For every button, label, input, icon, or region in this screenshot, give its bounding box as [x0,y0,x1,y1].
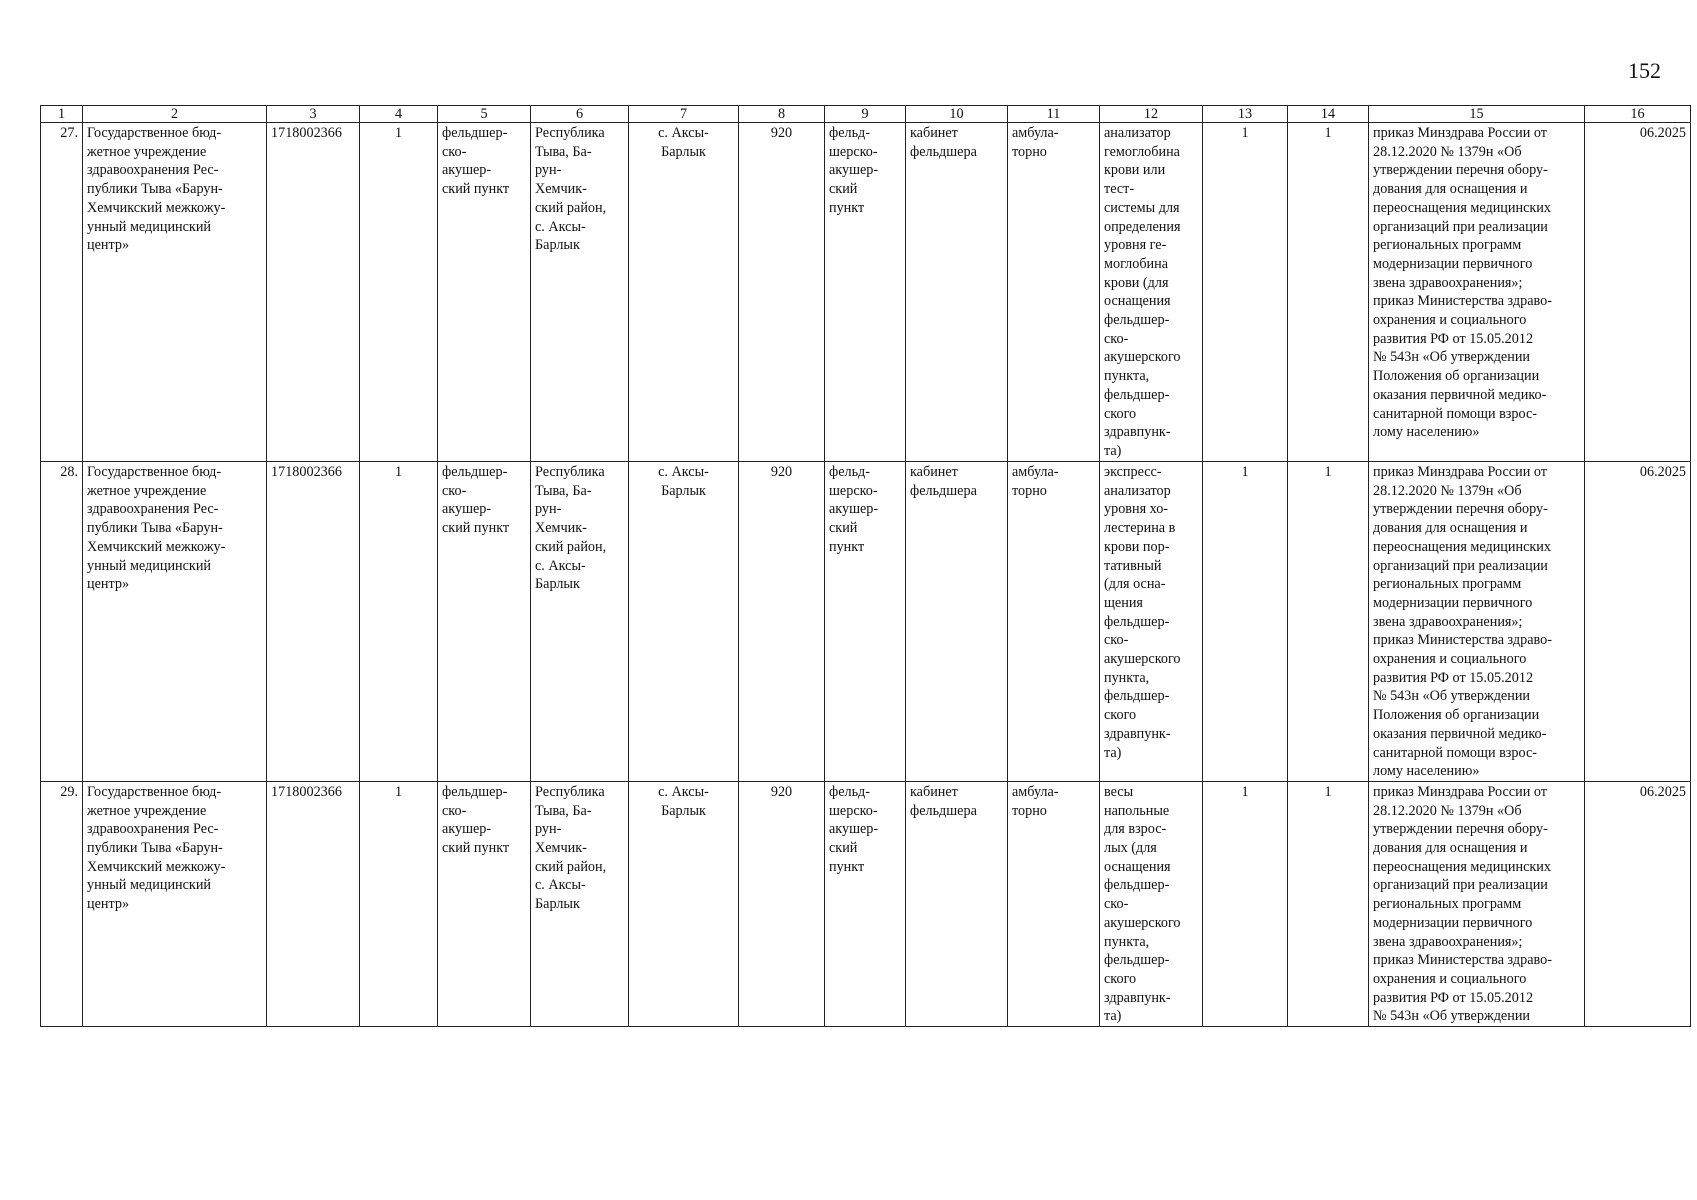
address-text: Республика Тыва, Ба- рун- Хемчик- ский район, с. Аксы- Барлык [535,783,607,913]
code-cell: 920 [739,462,825,782]
count-13-cell: 1 [1203,123,1288,462]
address-cell [531,781,629,1026]
page-number: 152 [1628,58,1661,83]
unit-type-text: фельдшер- ско- акушер- ский пункт [442,783,510,857]
count-13-cell: 1 [1203,781,1288,1026]
organization-text: Государственное бюд- жетное учреждение здравоохранения Рес- публики Тыва «Барун- Хемчикский межкожу- унный медицинский центр» [87,125,226,254]
mode-text: амбула- торно [1012,783,1059,819]
code-cell: 920 [739,123,825,462]
count-13-cell: 1 [1203,462,1288,782]
header-cell: 2 [83,106,267,123]
settlement-cell [629,462,739,782]
date-cell: 06.2025 [1585,123,1691,462]
room-cell [906,123,1008,462]
row-number: 28. [41,462,83,782]
equipment-text: весы напольные для взрос- лых (для оснащения фельдшер- ско- акушерского пункта, фельдшер- ского здравпунк- та) [1104,783,1181,1025]
room-text: кабинет фельдшера [910,783,977,819]
mode-cell [1008,462,1100,782]
date-cell: 06.2025 [1585,781,1691,1026]
equipment-cell [1100,123,1203,462]
header-cell: 8 [739,106,825,123]
address-text: Республика Тыва, Ба- рун- Хемчик- ский район, с. Аксы- Барлык [535,125,607,254]
basis-cell [1369,781,1585,1026]
header-cell: 16 [1585,106,1691,123]
header-cell: 11 [1008,106,1100,123]
structure-cell [825,123,906,462]
header-cell: 13 [1203,106,1288,123]
date-cell: 06.2025 [1585,462,1691,782]
header-cell: 14 [1288,106,1369,123]
room-text: кабинет фельдшера [910,464,977,499]
header-cell: 4 [360,106,438,123]
header-cell: 5 [438,106,531,123]
header-cell: 3 [267,106,360,123]
inn-cell: 1718002366 [267,781,360,1026]
address-cell [531,462,629,782]
count-14-cell: 1 [1288,781,1369,1026]
address-text: Республика Тыва, Ба- рун- Хемчик- ский район, с. Аксы- Барлык [535,464,607,593]
structure-text: фельд- шерско- акушер- ский пункт [829,125,879,216]
organization-text: Государственное бюд- жетное учреждение здравоохранения Рес- публики Тыва «Барун- Хемчикский межкожу- унный медицинский центр» [87,783,226,913]
unit-type-text: фельдшер- ско- акушер- ский пункт [442,125,510,198]
basis-text: приказ Минздрава России от 28.12.2020 № 1379н «Об утверждении перечня обору- дования для оснащения и переоснащения медицинских организаций при реализации региональных программ модернизации первичного звена здравоохранения»; приказ Министерства здраво- охранения и социального развития РФ от 15.05.2012 № 543н «Об утверждении Положения об организации оказания первичной медико- санитарной помощи взрос- лому населению» [1373,464,1552,780]
equipment-cell [1100,462,1203,782]
organization-cell [83,462,267,782]
inn-cell: 1718002366 [267,462,360,782]
mode-cell [1008,781,1100,1026]
header-cell: 10 [906,106,1008,123]
organization-cell [83,781,267,1026]
address-cell [531,123,629,462]
row-number: 29. [41,781,83,1026]
settlement-cell [629,781,739,1026]
table-row [41,781,1691,1026]
equipment-cell [1100,781,1203,1026]
count-14-cell: 1 [1288,462,1369,782]
organization-text: Государственное бюд- жетное учреждение здравоохранения Рес- публики Тыва «Барун- Хемчикский межкожу- унный медицинский центр» [87,464,226,593]
inn-cell: 1718002366 [267,123,360,462]
header-cell: 1 [41,106,83,123]
header-cell: 15 [1369,106,1585,123]
room-text: кабинет фельдшера [910,125,977,160]
equipment-text: экспресс- анализатор уровня хо- лестерина в крови пор- тативный (для осна- щения фельдшер- ско- акушерского пункта, фельдшер- ского здравпунк- та) [1104,464,1181,761]
structure-text: фельд- шерско- акушер- ский пункт [829,464,879,555]
quantity-cell: 1 [360,781,438,1026]
header-cell: 7 [629,106,739,123]
structure-cell [825,462,906,782]
row-number: 27. [41,123,83,462]
organization-cell [83,123,267,462]
header-row [41,106,1691,123]
basis-cell [1369,462,1585,782]
header-cell: 6 [531,106,629,123]
room-cell [906,781,1008,1026]
count-14-cell: 1 [1288,123,1369,462]
quantity-cell: 1 [360,462,438,782]
settlement-text: с. Аксы- Барлык [658,125,709,160]
header-cell: 9 [825,106,906,123]
quantity-cell: 1 [360,123,438,462]
basis-text: приказ Минздрава России от 28.12.2020 № 1379н «Об утверждении перечня обору- дования для оснащения и переоснащения медицинских организаций при реализации региональных программ модернизации первичного звена здравоохранения»; приказ Министерства здраво- охранения и социального развития РФ от 15.05.2012 № 543н «Об утверждении Положения об организации оказания первичной медико- санитарной помощи взрос- лому населению» [1373,125,1552,441]
mode-text: амбула- торно [1012,464,1059,499]
table-row [41,123,1691,462]
room-cell [906,462,1008,782]
structure-cell [825,781,906,1026]
structure-text: фельд- шерско- акушер- ский пункт [829,783,879,875]
settlement-text: с. Аксы- Барлык [658,783,709,819]
code-cell: 920 [739,781,825,1026]
unit-type-text: фельдшер- ско- акушер- ский пункт [442,464,510,537]
basis-text: приказ Минздрава России от 28.12.2020 № 1379н «Об утверждении перечня обору- дования для оснащения и переоснащения медицинских организаций при реализации региональных программ модернизации первичного звена здравоохранения»; приказ Министерства здраво- охранения и социального развития РФ от 15.05.2012 № 543н «Об утверждении [1373,783,1552,1025]
settlement-cell [629,123,739,462]
equipment-text: анализатор гемоглобина крови или тест- системы для определения уровня ге- моглобина крови (для оснащения фельдшер- ско- акушерского пункта, фельдшер- ского здравпунк- та) [1104,125,1181,459]
unit-type-cell [438,462,531,782]
basis-cell [1369,123,1585,462]
equipment-table [40,105,1691,1027]
mode-cell [1008,123,1100,462]
unit-type-cell [438,781,531,1026]
header-cell: 12 [1100,106,1203,123]
table-row [41,462,1691,782]
settlement-text: с. Аксы- Барлык [658,464,709,499]
unit-type-cell [438,123,531,462]
mode-text: амбула- торно [1012,125,1059,160]
